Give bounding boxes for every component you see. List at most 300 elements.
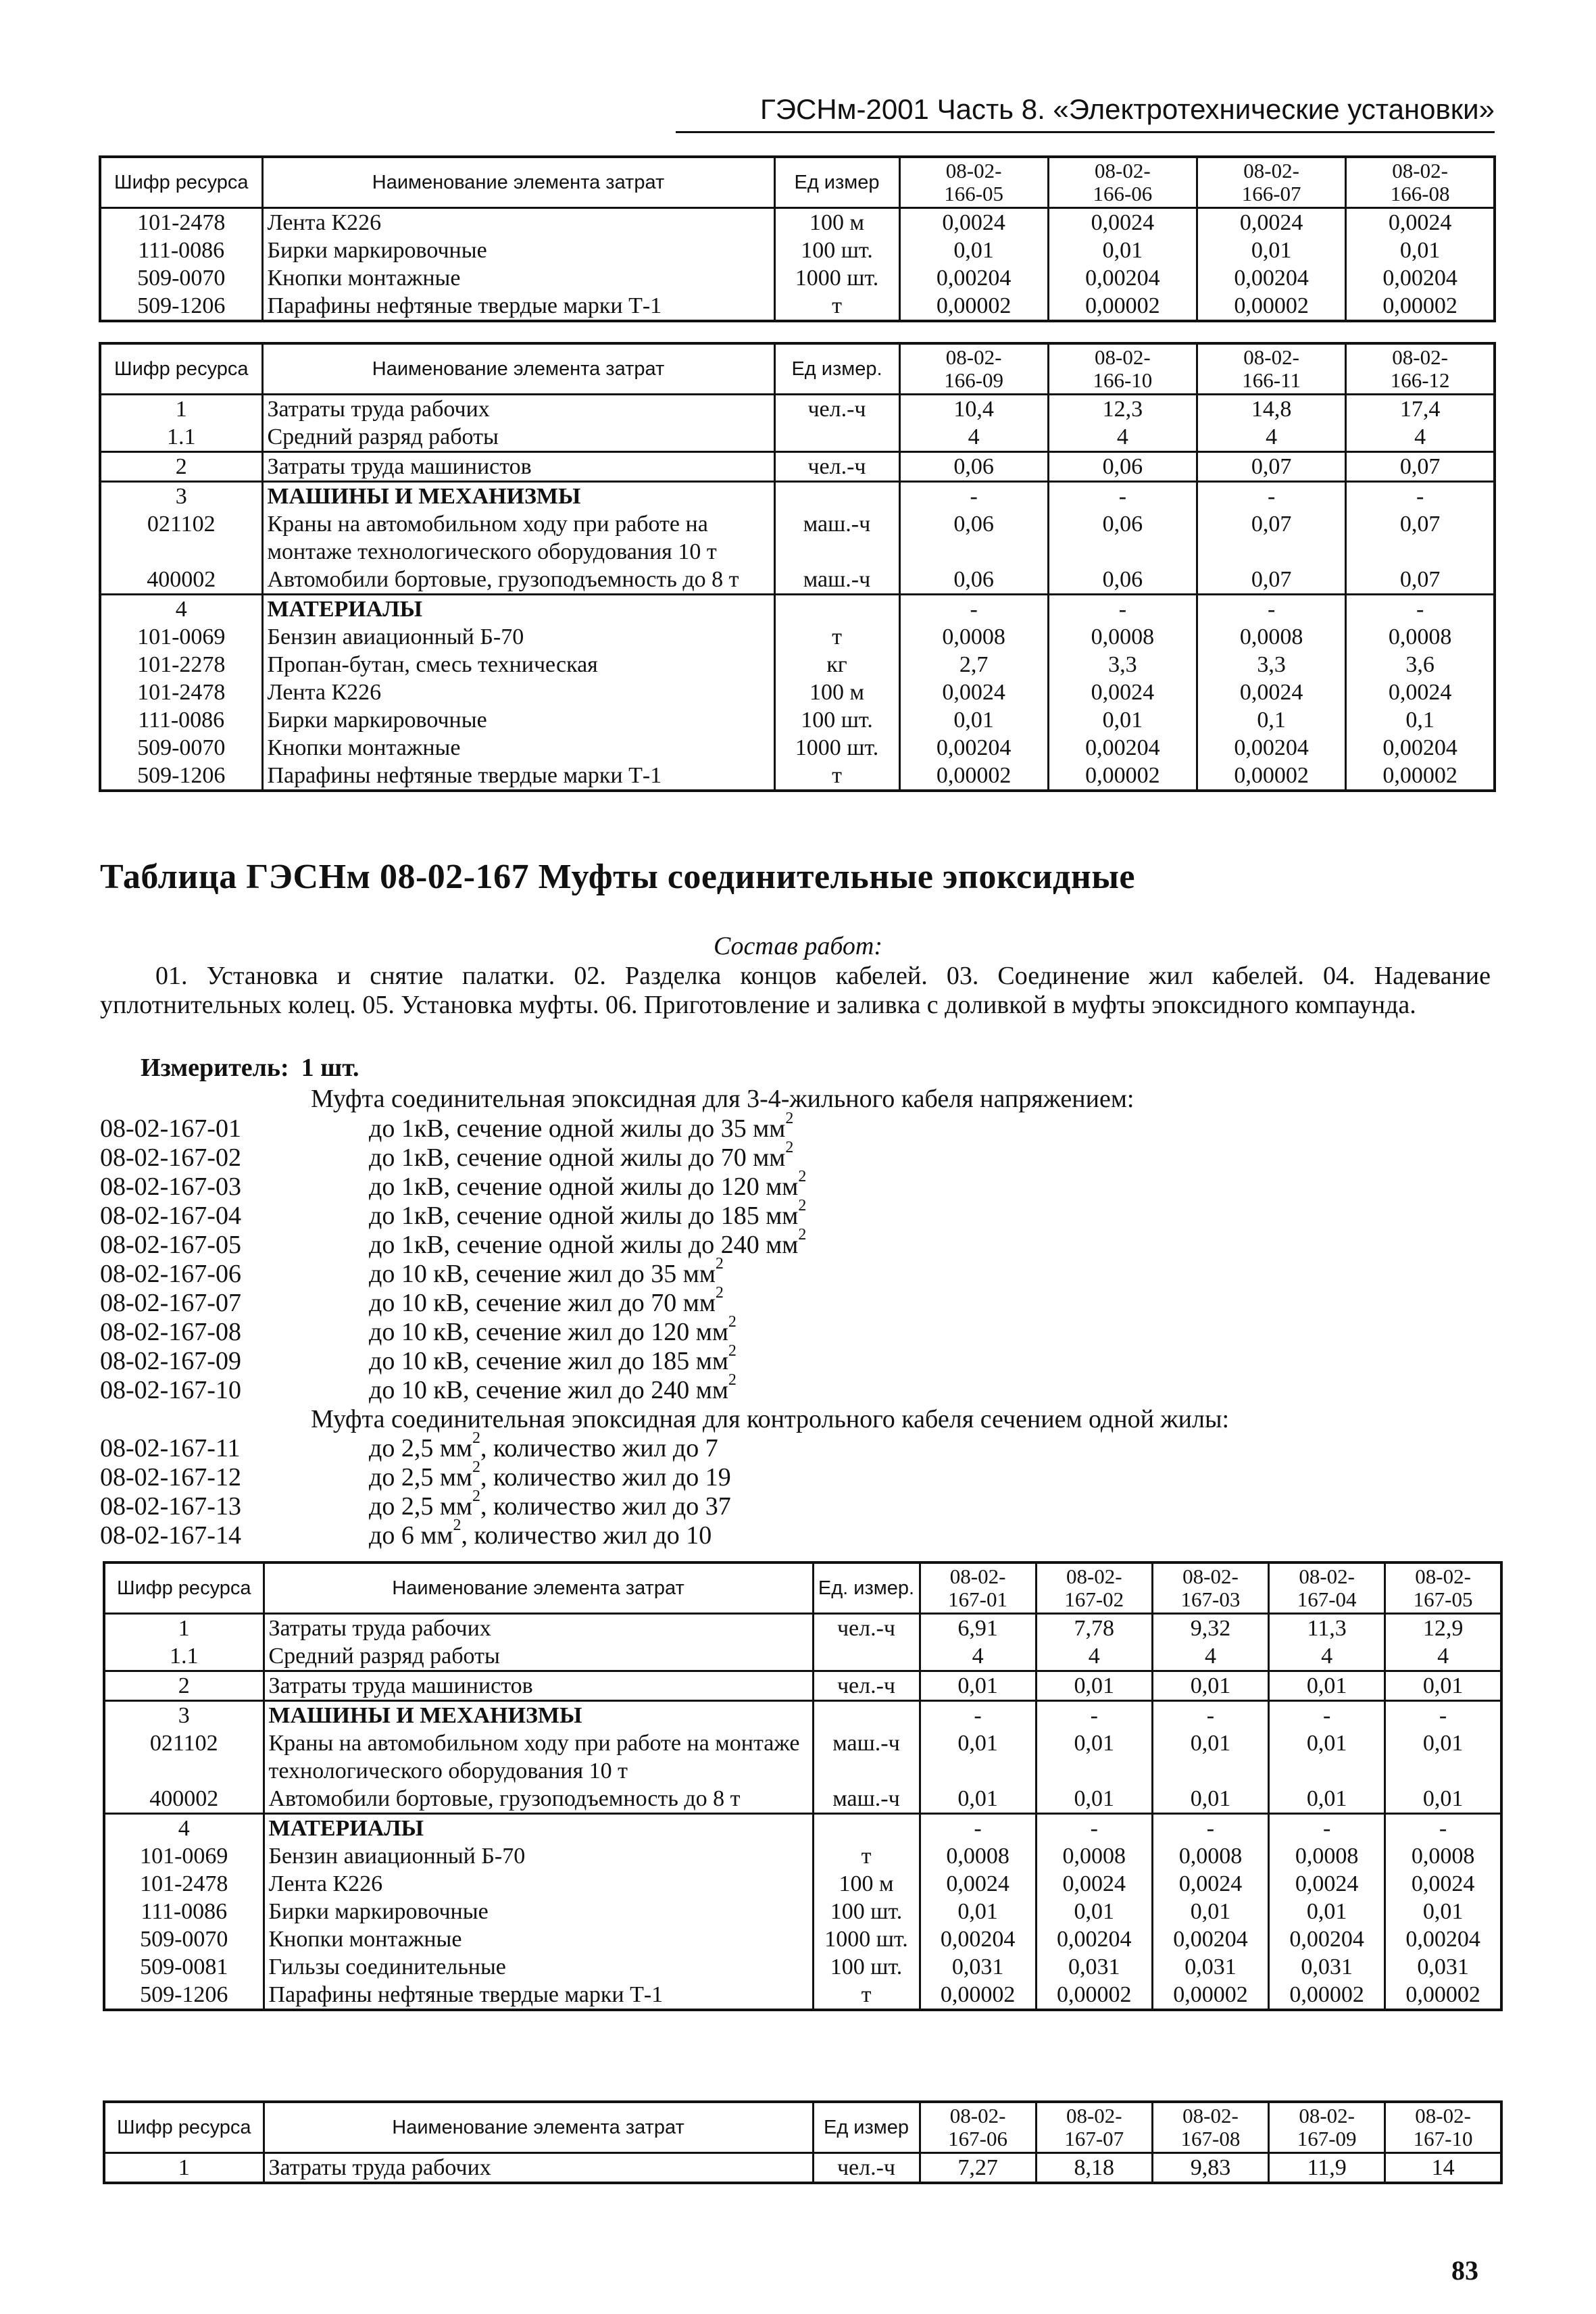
cell-value: 0,00002 — [1048, 292, 1197, 321]
cell-value: - — [1048, 595, 1197, 624]
cell-name: Средний разряд работы — [262, 423, 774, 452]
cell-value: 11,9 — [1269, 2153, 1385, 2184]
table-header — [104, 1562, 1501, 1614]
cell-value: 0,07 — [1197, 452, 1346, 482]
table-row — [100, 237, 1495, 264]
item-desc-tail: , количество жил до 19 — [480, 1463, 731, 1492]
cell-name: Бирки маркировочные — [262, 706, 774, 734]
table-row — [104, 1898, 1501, 1925]
measure-value: 1 шт. — [301, 1054, 359, 1082]
table-body — [104, 1614, 1501, 2011]
cell-value: 0,01 — [1385, 1729, 1501, 1785]
table-header-row — [104, 1562, 1501, 1614]
cell-value: 2,7 — [899, 651, 1048, 679]
item-desc-tail: , количество жил до 10 — [461, 1521, 712, 1550]
cell-code: 1.1 — [104, 1642, 264, 1671]
item-desc — [369, 1458, 731, 1492]
col-header-name: Наименование элемента затрат — [264, 2102, 813, 2153]
cell-code: 101-2478 — [100, 208, 262, 237]
cell-value: 0,1 — [1197, 706, 1346, 734]
cell-value: 4 — [1048, 423, 1197, 452]
cell-value: 4 — [1385, 1642, 1501, 1671]
cell-unit: чел.-ч — [774, 452, 899, 482]
cell-value: - — [1036, 1814, 1152, 1843]
item-desc — [369, 1313, 737, 1347]
item-code: 08-02-167-12 — [100, 1463, 241, 1492]
cell-name: Парафины нефтяные твердые марки Т-1 — [262, 292, 774, 321]
cell-value: 0,01 — [1152, 1671, 1268, 1701]
col-header-norm: 08-02- 166-07 — [1197, 157, 1346, 208]
cell-value: 4 — [920, 1642, 1036, 1671]
table-row — [100, 623, 1495, 651]
cell-value: 0,06 — [1048, 566, 1197, 595]
cell-unit — [774, 423, 899, 452]
cell-value: 0,0024 — [1385, 1870, 1501, 1898]
table-row — [104, 1953, 1501, 1981]
cell-value: 0,031 — [1036, 1953, 1152, 1981]
item-desc-sup: 2 — [785, 1139, 794, 1156]
group-title-power-cable: Муфта соединительная эпоксидная для 3-4-жильного кабеля напряжением: — [311, 1085, 1134, 1113]
item-code: 08-02-167-13 — [100, 1492, 241, 1521]
item-desc-sup: 2 — [785, 1110, 794, 1127]
cell-code: 509-0070 — [100, 264, 262, 292]
cell-code: 101-2478 — [100, 679, 262, 706]
cell-value: 0,0008 — [920, 1842, 1036, 1870]
table-row — [104, 1614, 1501, 1643]
cell-unit: 100 шт. — [813, 1953, 920, 1981]
item-code: 08-02-167-05 — [100, 1231, 241, 1259]
cell-code: 101-2278 — [100, 651, 262, 679]
cell-value: 0,00204 — [1346, 264, 1495, 292]
cell-code: 1 — [104, 1614, 264, 1643]
cell-value: 0,01 — [1385, 1671, 1501, 1701]
cell-value: 0,01 — [1385, 1785, 1501, 1814]
item-desc — [369, 1168, 807, 1202]
table-row — [104, 1925, 1501, 1953]
cell-name: Парафины нефтяные твердые марки Т-1 — [262, 762, 774, 791]
cell-code: 3 — [104, 1701, 264, 1730]
item-code: 08-02-167-08 — [100, 1318, 241, 1346]
col-header-norm: 08-02- 166-11 — [1197, 343, 1346, 395]
table-row — [100, 651, 1495, 679]
cell-code: 021102 — [104, 1729, 264, 1785]
table-row — [100, 595, 1495, 624]
cell-value: 0,06 — [1048, 452, 1197, 482]
table-body — [100, 395, 1495, 791]
cell-value: 0,0008 — [1036, 1842, 1152, 1870]
cell-value: 8,18 — [1036, 2153, 1152, 2184]
cell-code: 1 — [104, 2153, 264, 2184]
cell-value: 0,00204 — [1197, 264, 1346, 292]
cell-value: 0,01 — [1048, 237, 1197, 264]
cell-unit: маш.-ч — [813, 1729, 920, 1785]
cell-code: 400002 — [100, 566, 262, 595]
item-code: 08-02-167-09 — [100, 1347, 241, 1375]
cell-value: 0,01 — [1269, 1671, 1385, 1701]
cell-value: 0,01 — [1048, 706, 1197, 734]
col-header-norm: 08-02- 166-08 — [1346, 157, 1495, 208]
cell-value: 0,00204 — [920, 1925, 1036, 1953]
cell-value: - — [1385, 1814, 1501, 1843]
cell-value: 12,9 — [1385, 1614, 1501, 1643]
item-desc-sup: 2 — [728, 1342, 737, 1360]
cell-value: 0,01 — [899, 237, 1048, 264]
col-header-unit: Ед измер — [774, 157, 899, 208]
col-header-norm: 08-02- 166-12 — [1346, 343, 1495, 395]
cell-value: 0,031 — [1152, 1953, 1268, 1981]
cell-code: 111-0086 — [104, 1898, 264, 1925]
cell-unit: 1000 шт. — [774, 734, 899, 762]
cell-value: 0,031 — [1385, 1953, 1501, 1981]
cell-value: 9,83 — [1152, 2153, 1268, 2184]
cell-value: 0,1 — [1346, 706, 1495, 734]
cell-unit: т — [774, 292, 899, 321]
item-desc — [369, 1139, 794, 1173]
item-desc-text: до 2,5 мм — [369, 1463, 472, 1492]
item-code: 08-02-167-11 — [100, 1434, 241, 1462]
col-header-norm: 08-02- 167-02 — [1036, 1562, 1152, 1614]
cell-unit: кг — [774, 651, 899, 679]
cell-code: 2 — [104, 1671, 264, 1701]
item-desc-text: до 2,5 мм — [369, 1434, 472, 1462]
table-row — [100, 292, 1495, 321]
item-desc-text: до 1кВ, сечение одной жилы до 70 мм — [369, 1143, 786, 1172]
item-desc — [369, 1110, 794, 1143]
cell-unit: маш.-ч — [813, 1785, 920, 1814]
cell-value: 0,01 — [1269, 1729, 1385, 1785]
item-desc-sup: 2 — [472, 1458, 480, 1476]
cell-unit: 1000 шт. — [774, 264, 899, 292]
cell-value: - — [1269, 1814, 1385, 1843]
cell-name: Краны на автомобильном ходу при работе на монтаже технологического оборудования 10 т — [264, 1729, 813, 1785]
item-desc-text: до 10 кВ, сечение жил до 240 мм — [369, 1376, 728, 1404]
resource-table-167-01-05 — [103, 1561, 1503, 2011]
col-header-name: Наименование элемента затрат — [264, 1562, 813, 1614]
cell-value: 14 — [1385, 2153, 1501, 2184]
table-header-row — [100, 343, 1495, 395]
item-desc-sup: 2 — [453, 1517, 462, 1534]
cell-value: - — [899, 482, 1048, 511]
cell-code: 021102 — [100, 510, 262, 566]
table-row — [104, 1729, 1501, 1785]
cell-name: Бензин авиационный Б-70 — [264, 1842, 813, 1870]
table-row — [100, 762, 1495, 791]
item-desc-text: до 10 кВ, сечение жил до 120 мм — [369, 1318, 728, 1346]
table-row — [100, 510, 1495, 566]
col-header-norm: 08-02- 167-09 — [1269, 2102, 1385, 2153]
cell-value: 0,01 — [920, 1898, 1036, 1925]
table-row — [104, 1842, 1501, 1870]
item-desc-sup: 2 — [472, 1429, 480, 1447]
cell-value: 0,00204 — [1048, 734, 1197, 762]
cell-value: 0,0024 — [899, 208, 1048, 237]
item-desc-text: до 10 кВ, сечение жил до 185 мм — [369, 1347, 728, 1375]
table-header-row — [104, 2102, 1501, 2153]
item-desc — [369, 1487, 731, 1521]
cell-code: 101-0069 — [100, 623, 262, 651]
cell-value: 0,00002 — [1048, 762, 1197, 791]
col-header-code: Шифр ресурса — [104, 2102, 264, 2153]
item-code: 08-02-167-03 — [100, 1173, 241, 1201]
cell-value: 0,00002 — [1197, 292, 1346, 321]
cell-value: - — [1346, 595, 1495, 624]
cell-value: - — [1197, 595, 1346, 624]
table-row — [100, 208, 1495, 237]
cell-value: 0,00002 — [1036, 1981, 1152, 2010]
cell-value: 0,031 — [920, 1953, 1036, 1981]
col-header-norm: 08-02- 167-06 — [920, 2102, 1036, 2153]
item-code: 08-02-167-04 — [100, 1202, 241, 1230]
cell-value: 0,07 — [1197, 566, 1346, 595]
cell-unit: чел.-ч — [813, 1614, 920, 1643]
table-row — [104, 1981, 1501, 2010]
cell-code: 1 — [100, 395, 262, 424]
cell-section-name: МАТЕРИАЛЫ — [262, 595, 774, 624]
col-header-norm: 08-02- 166-06 — [1048, 157, 1197, 208]
table-row — [100, 706, 1495, 734]
item-desc — [369, 1371, 737, 1405]
cell-value: - — [1346, 482, 1495, 511]
cell-value: 0,01 — [920, 1729, 1036, 1785]
cell-unit: маш.-ч — [774, 566, 899, 595]
table-row — [104, 1671, 1501, 1701]
resource-table-166-09-12 — [99, 342, 1496, 792]
table-row — [100, 482, 1495, 511]
cell-unit — [813, 1701, 920, 1730]
cell-value: 0,0024 — [1197, 679, 1346, 706]
cell-value: 0,01 — [899, 706, 1048, 734]
table-row — [100, 734, 1495, 762]
section-title: Таблица ГЭСНм 08-02-167 Муфты соединительные эпоксидные — [100, 858, 1135, 896]
col-header-norm: 08-02- 166-09 — [899, 343, 1048, 395]
cell-value: 0,01 — [1385, 1898, 1501, 1925]
col-header-code: Шифр ресурса — [104, 1562, 264, 1614]
cell-unit: 100 м — [774, 679, 899, 706]
resource-table-167-06-10 — [103, 2100, 1503, 2184]
item-desc-tail: , количество жил до 7 — [480, 1434, 718, 1462]
cell-code: 509-1206 — [104, 1981, 264, 2010]
cell-unit: 100 шт. — [774, 706, 899, 734]
cell-value: 7,27 — [920, 2153, 1036, 2184]
cell-code: 4 — [104, 1814, 264, 1843]
cell-name: Пропан-бутан, смесь техническая — [262, 651, 774, 679]
cell-value: 0,00002 — [1197, 762, 1346, 791]
item-desc-sup: 2 — [715, 1255, 724, 1273]
cell-value: 0,00204 — [1036, 1925, 1152, 1953]
col-header-norm: 08-02- 167-07 — [1036, 2102, 1152, 2153]
cell-value: 0,0024 — [1036, 1870, 1152, 1898]
cell-unit: маш.-ч — [774, 510, 899, 566]
cell-value: 0,07 — [1346, 510, 1495, 566]
cell-code: 1.1 — [100, 423, 262, 452]
col-header-norm: 08-02- 167-04 — [1269, 1562, 1385, 1614]
cell-unit: чел.-ч — [813, 1671, 920, 1701]
item-desc — [369, 1342, 737, 1376]
item-desc — [369, 1255, 724, 1289]
cell-value: 0,0008 — [1048, 623, 1197, 651]
cell-value: - — [1269, 1701, 1385, 1730]
cell-value: 0,01 — [1036, 1898, 1152, 1925]
cell-code: 509-1206 — [100, 762, 262, 791]
item-desc — [369, 1226, 807, 1260]
item-desc-sup: 2 — [798, 1226, 807, 1244]
cell-value: 4 — [899, 423, 1048, 452]
cell-name: Затраты труда рабочих — [262, 395, 774, 424]
table-body — [104, 2153, 1501, 2184]
item-desc-sup: 2 — [715, 1284, 724, 1302]
cell-value: 0,0024 — [1048, 208, 1197, 237]
col-header-norm: 08-02- 167-05 — [1385, 1562, 1501, 1614]
cell-value: 6,91 — [920, 1614, 1036, 1643]
item-desc — [369, 1429, 718, 1463]
measure-label: Измеритель: — [141, 1054, 289, 1082]
cell-value: - — [1385, 1701, 1501, 1730]
cell-value: 0,031 — [1269, 1953, 1385, 1981]
cell-name: Автомобили бортовые, грузоподъемность до 8 т — [262, 566, 774, 595]
item-desc-text: до 1кВ, сечение одной жилы до 185 мм — [369, 1202, 799, 1230]
cell-unit: 100 м — [813, 1870, 920, 1898]
table-header-row — [100, 157, 1495, 208]
cell-name: Кнопки монтажные — [264, 1925, 813, 1953]
cell-value: 0,0024 — [1152, 1870, 1268, 1898]
running-header: ГЭСНм-2001 Часть 8. «Электротехнические установки» — [676, 93, 1495, 133]
cell-code: 111-0086 — [100, 237, 262, 264]
cell-value: 0,0008 — [1385, 1842, 1501, 1870]
cell-value: 0,0024 — [1197, 208, 1346, 237]
cell-name: Гильзы соединительные — [264, 1953, 813, 1981]
table-row — [100, 264, 1495, 292]
cell-value: 4 — [1197, 423, 1346, 452]
cell-value: 0,00204 — [1346, 734, 1495, 762]
cell-value: 0,00204 — [899, 264, 1048, 292]
cell-value: 0,07 — [1197, 510, 1346, 566]
cell-value: 0,06 — [899, 510, 1048, 566]
composition-text: 01. Установка и снятие палатки. 02. Разделка концов кабелей. 03. Соединение жил кабелей. 04. Надевание уплотнительных колец. 05. Установка муфты. 06. Приготовление и заливка с доливкой в муфты эпоксидного компаунда. — [100, 962, 1491, 1019]
item-desc-text: до 1кВ, сечение одной жилы до 35 мм — [369, 1114, 786, 1143]
cell-code: 4 — [100, 595, 262, 624]
cell-value: 0,01 — [1269, 1898, 1385, 1925]
cell-section-name: МАШИНЫ И МЕХАНИЗМЫ — [264, 1701, 813, 1730]
cell-value: 0,06 — [899, 452, 1048, 482]
cell-value: 0,0008 — [899, 623, 1048, 651]
cell-value: 0,0008 — [1346, 623, 1495, 651]
cell-value: 0,00002 — [1346, 762, 1495, 791]
cell-unit: 1000 шт. — [813, 1925, 920, 1953]
cell-name: Лента К226 — [262, 208, 774, 237]
cell-value: 4 — [1269, 1642, 1385, 1671]
cell-value: 0,06 — [899, 566, 1048, 595]
cell-name: Затраты труда рабочих — [264, 1614, 813, 1643]
cell-value: 3,3 — [1197, 651, 1346, 679]
item-desc — [369, 1517, 712, 1550]
cell-name: Затраты труда машинистов — [264, 1671, 813, 1701]
cell-code: 101-2478 — [104, 1870, 264, 1898]
cell-unit: т — [774, 762, 899, 791]
cell-value: 11,3 — [1269, 1614, 1385, 1643]
col-header-name: Наименование элемента затрат — [262, 343, 774, 395]
cell-value: 0,0024 — [899, 679, 1048, 706]
col-header-norm: 08-02- 167-03 — [1152, 1562, 1268, 1614]
item-desc-sup: 2 — [728, 1313, 737, 1331]
cell-unit: т — [813, 1842, 920, 1870]
item-code: 08-02-167-14 — [100, 1521, 241, 1550]
item-desc-text: до 1кВ, сечение одной жилы до 120 мм — [369, 1173, 799, 1201]
cell-value: 14,8 — [1197, 395, 1346, 424]
cell-value: 0,00002 — [1346, 292, 1495, 321]
col-header-norm: 08-02- 166-05 — [899, 157, 1048, 208]
cell-value: 0,07 — [1346, 566, 1495, 595]
table-row — [100, 679, 1495, 706]
cell-value: 0,01 — [1152, 1729, 1268, 1785]
cell-value: 3,3 — [1048, 651, 1197, 679]
cell-value: 0,07 — [1346, 452, 1495, 482]
cell-value: 0,00204 — [899, 734, 1048, 762]
item-code: 08-02-167-06 — [100, 1260, 241, 1288]
cell-value: 0,00204 — [1385, 1925, 1501, 1953]
cell-name: Бензин авиационный Б-70 — [262, 623, 774, 651]
item-desc-text: до 1кВ, сечение одной жилы до 240 мм — [369, 1231, 799, 1259]
cell-name: Бирки маркировочные — [262, 237, 774, 264]
cell-unit: чел.-ч — [813, 2153, 920, 2184]
cell-value: 3,6 — [1346, 651, 1495, 679]
item-desc-tail: , количество жил до 37 — [480, 1492, 731, 1521]
cell-value: - — [1197, 482, 1346, 511]
page-number: 83 — [1451, 2255, 1478, 2286]
cell-value: 17,4 — [1346, 395, 1495, 424]
cell-value: 0,0008 — [1269, 1842, 1385, 1870]
cell-name: Лента К226 — [262, 679, 774, 706]
cell-unit: чел.-ч — [774, 395, 899, 424]
item-desc-sup: 2 — [798, 1168, 807, 1185]
col-header-unit: Ед измер — [813, 2102, 920, 2153]
cell-value: - — [1152, 1814, 1268, 1843]
col-header-norm: 08-02- 167-10 — [1385, 2102, 1501, 2153]
table-header — [104, 2102, 1501, 2153]
cell-value: - — [920, 1701, 1036, 1730]
item-code: 08-02-167-01 — [100, 1114, 241, 1143]
cell-value: 9,32 — [1152, 1614, 1268, 1643]
resource-table-166-05-08 — [99, 155, 1496, 322]
cell-value: 0,0008 — [1197, 623, 1346, 651]
cell-value: 0,01 — [1269, 1785, 1385, 1814]
item-code: 08-02-167-02 — [100, 1143, 241, 1172]
col-header-code: Шифр ресурса — [100, 157, 262, 208]
item-desc-text: до 10 кВ, сечение жил до 35 мм — [369, 1260, 716, 1288]
cell-value: 0,01 — [1346, 237, 1495, 264]
col-header-unit: Ед. измер. — [813, 1562, 920, 1614]
cell-value: 4 — [1346, 423, 1495, 452]
col-header-unit: Ед измер. — [774, 343, 899, 395]
table-header — [100, 157, 1495, 208]
cell-value: - — [1152, 1701, 1268, 1730]
cell-value: 0,0024 — [1048, 679, 1197, 706]
cell-code: 2 — [100, 452, 262, 482]
cell-code: 101-0069 — [104, 1842, 264, 1870]
cell-value: 0,00002 — [1385, 1981, 1501, 2010]
cell-section-name: МАШИНЫ И МЕХАНИЗМЫ — [262, 482, 774, 511]
cell-value: 0,01 — [920, 1785, 1036, 1814]
cell-value: 0,0024 — [1346, 679, 1495, 706]
cell-value: - — [1048, 482, 1197, 511]
item-desc-sup: 2 — [798, 1197, 807, 1214]
cell-name: Парафины нефтяные твердые марки Т-1 — [264, 1981, 813, 2010]
table-row — [104, 1870, 1501, 1898]
cell-name: Кнопки монтажные — [262, 734, 774, 762]
col-header-norm: 08-02- 167-01 — [920, 1562, 1036, 1614]
cell-value: - — [1036, 1701, 1152, 1730]
cell-code: 400002 — [104, 1785, 264, 1814]
table-row — [100, 452, 1495, 482]
